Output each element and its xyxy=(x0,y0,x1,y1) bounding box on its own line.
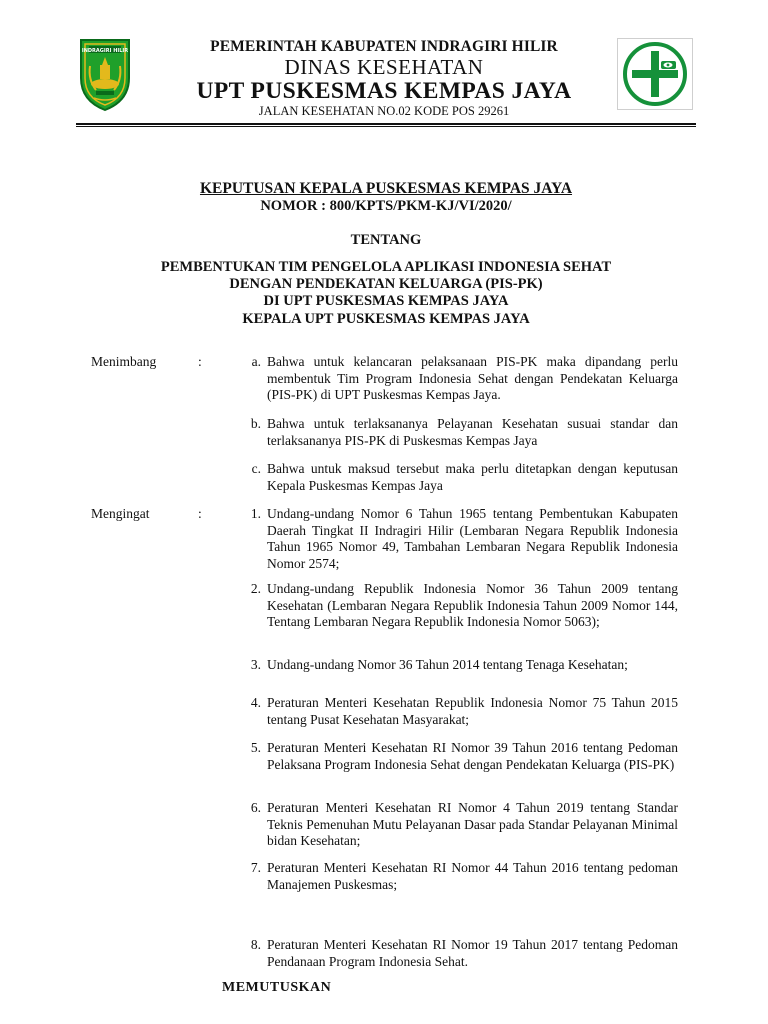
department-name: DINAS KESEHATAN xyxy=(284,55,484,79)
address: JALAN KESEHATAN NO.02 KODE POS 29261 xyxy=(258,104,510,118)
list-marker: a. xyxy=(251,354,261,369)
letterhead-rule-thin xyxy=(76,126,696,127)
letterhead-rule-thick xyxy=(76,123,696,125)
list-item: Bahwa untuk maksud tersebut maka perlu ditetapkan dengan keputusan Kepala Puskesmas Kempas Jaya xyxy=(267,461,678,493)
menimbang-label: Menimbang xyxy=(91,354,157,369)
decree-number: NOMOR : 800/KPTS/PKM-KJ/VI/2020/ xyxy=(260,198,512,214)
government-name: PEMERINTAH KABUPATEN INDRAGIRI HILIR xyxy=(210,38,558,55)
list-marker: 7. xyxy=(250,860,261,875)
about-heading: TENTANG xyxy=(350,232,422,248)
list-item: Undang-undang Nomor 6 Tahun 1965 tentang Pembentukan Kabupaten Daerah Tingkat II Indragiri Hilir (Lembaran Negara Republik Indonesia Tahun 1965 Nomor 49, Tambahan Lembaran Negara Republik Indonesia Nomor 2574; xyxy=(267,506,678,571)
list-item: Bahwa untuk terlaksananya Pelayanan Kesehatan susuai standar dan terlaksananya PIS-PK di Puskesmas Kempas Jaya xyxy=(267,416,678,448)
list-marker: 4. xyxy=(250,695,261,710)
list-marker: 5. xyxy=(250,740,261,755)
list-item: Undang-undang Nomor 36 Tahun 2014 tentang Tenaga Kesehatan; xyxy=(267,657,628,672)
institution-name: UPT PUSKESMAS KEMPAS JAYA xyxy=(196,78,572,104)
subject-line: PEMBENTUKAN TIM PENGELOLA APLIKASI INDONESIA SEHAT xyxy=(160,259,612,275)
list-item: Peraturan Menteri Kesehatan RI Nomor 4 Tahun 2019 tentang Standar Teknis Pemenuhan Mutu Pelayanan Dasar pada Standar Pelayanan Minimal bidan Kesehatan; xyxy=(267,800,678,848)
decree-title: KEPUTUSAN KEPALA PUSKESMAS KEMPAS JAYA xyxy=(199,180,573,197)
puskesmas-cross-logo-icon xyxy=(617,38,693,110)
menimbang-colon: : xyxy=(198,354,202,369)
list-marker: 3. xyxy=(250,657,261,672)
list-marker: 6. xyxy=(250,800,261,815)
subject-line: DI UPT PUSKESMAS KEMPAS JAYA xyxy=(263,293,509,309)
mengingat-colon: : xyxy=(198,506,202,521)
list-item: Peraturan Menteri Kesehatan RI Nomor 19 Tahun 2017 tentang Pedoman Pendanaan Program Indonesia Sehat. xyxy=(267,937,678,969)
list-item: Undang-undang Republik Indonesia Nomor 36 Tahun 2009 tentang Kesehatan (Lembaran Negara Republik Indonesia Tahun 2009 Nomor 144, Tentang Lembaran Negara Republik Indonesia Nomor 5063); xyxy=(267,581,678,629)
list-item: Peraturan Menteri Kesehatan RI Nomor 39 Tahun 2016 tentang Pedoman Pelaksana Program Indonesia Sehat dengan Pendekatan Keluarga (PIS-PK) xyxy=(267,740,678,772)
list-marker: c. xyxy=(251,461,261,476)
left-logo-text: INDRAGIRI HILIR xyxy=(81,48,129,54)
list-marker: b. xyxy=(250,416,261,431)
subject-line: DENGAN PENDEKATAN KELUARGA (PIS-PK) xyxy=(229,276,543,292)
list-marker: 8. xyxy=(250,937,261,952)
regency-coat-of-arms-icon xyxy=(78,38,132,112)
list-item: Bahwa untuk kelancaran pelaksanaan PIS-PK maka dipandang perlu membentuk Tim Program Indonesia Sehat dengan Pendekatan Keluarga (PIS-PK) di UPT Puskesmas Kempas Jaya. xyxy=(267,354,678,402)
subject-line: KEPALA UPT PUSKESMAS KEMPAS JAYA xyxy=(242,311,530,327)
decision-heading: MEMUTUSKAN xyxy=(222,980,332,995)
list-marker: 1. xyxy=(250,506,261,521)
list-item: Peraturan Menteri Kesehatan RI Nomor 44 Tahun 2016 tentang pedoman Manajemen Puskesmas; xyxy=(267,860,678,892)
mengingat-label: Mengingat xyxy=(91,506,150,521)
list-item: Peraturan Menteri Kesehatan Republik Indonesia Nomor 75 Tahun 2015 tentang Pusat Kesehatan Masyarakat; xyxy=(267,695,678,727)
list-marker: 2. xyxy=(250,581,261,596)
